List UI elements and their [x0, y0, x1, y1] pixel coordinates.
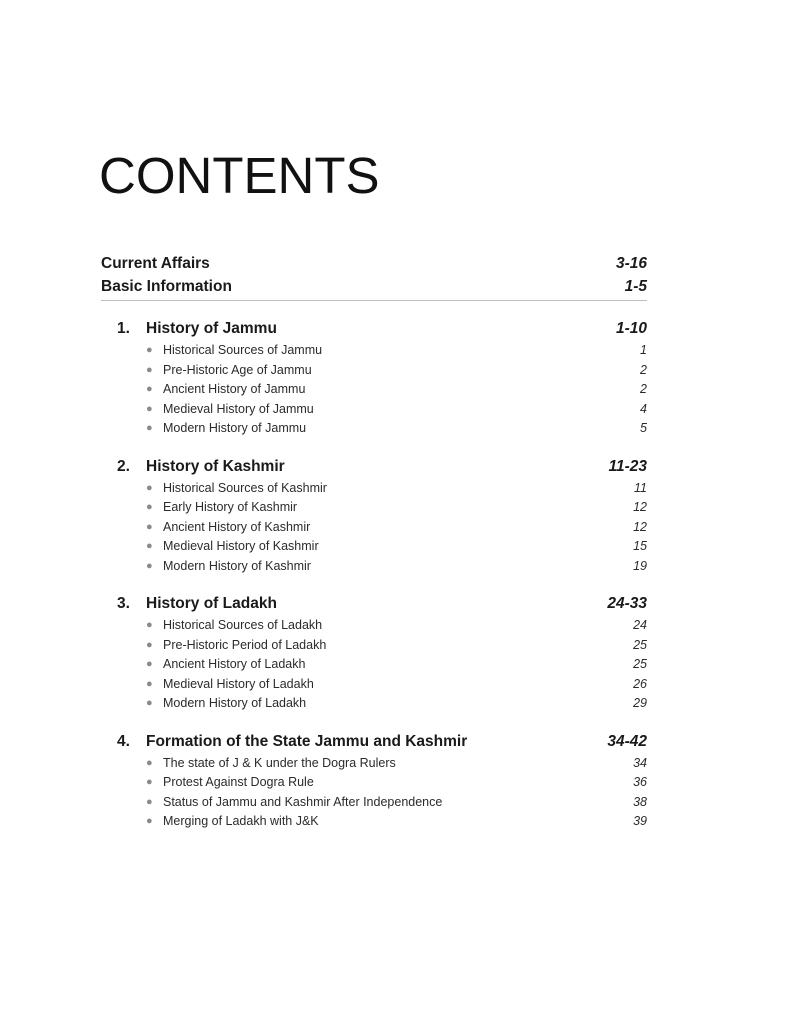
- topic-page: 25: [633, 657, 647, 671]
- chapter: [117, 733, 647, 834]
- bullet-icon: ●: [146, 402, 153, 415]
- topic-page: 26: [633, 676, 647, 691]
- topic-list: [117, 756, 647, 834]
- topic-page: 36: [633, 775, 647, 789]
- topic-title: Pre-Historic Age of Jammu: [163, 362, 312, 377]
- topic-item[interactable]: [117, 520, 647, 540]
- chapter: [117, 320, 647, 441]
- chapter-pages: 1-10: [615, 320, 647, 337]
- topic-title: Modern History of Kashmir: [163, 558, 311, 573]
- chapter-heading[interactable]: [117, 733, 647, 756]
- topic-item[interactable]: [117, 559, 647, 579]
- topic-title: Medieval History of Ladakh: [163, 676, 314, 691]
- topic-page: 25: [633, 637, 647, 652]
- topic-title: Medieval History of Kashmir: [163, 539, 319, 553]
- bullet-icon: ●: [146, 344, 153, 356]
- topic-title: Pre-Historic Period of Ladakh: [163, 637, 327, 652]
- front-matter-row[interactable]: [101, 278, 647, 301]
- chapter-heading[interactable]: [117, 595, 647, 618]
- chapter-pages: 24-33: [607, 595, 647, 612]
- bullet-icon: ●: [146, 638, 153, 651]
- front-matter-title: Basic Information: [101, 278, 232, 295]
- bullet-icon: ●: [146, 776, 153, 788]
- front-matter-pages: 1-5: [624, 278, 647, 295]
- topic-title: Medieval History of Jammu: [163, 401, 314, 416]
- topic-item[interactable]: [117, 677, 647, 697]
- topic-item[interactable]: [117, 618, 647, 638]
- chapter-pages: 11-23: [608, 457, 647, 475]
- bullet-icon: ●: [146, 540, 153, 552]
- topic-list: [117, 481, 647, 579]
- chapter-title: History of Kashmir: [146, 457, 285, 475]
- topic-item[interactable]: [117, 756, 647, 776]
- bullet-icon: ●: [146, 677, 153, 690]
- topic-title: Modern History of Ladakh: [163, 696, 307, 710]
- bullet-icon: ●: [146, 481, 153, 494]
- chapter-pages: 34-42: [607, 732, 647, 750]
- topic-page: 1: [640, 343, 647, 357]
- topic-page: 11: [634, 480, 647, 495]
- topic-title: Modern History of Jammu: [163, 421, 307, 435]
- chapter: [117, 595, 647, 716]
- topic-title: Status of Jammu and Kashmir After Independence: [163, 794, 443, 809]
- topic-title: Historical Sources of Kashmir: [163, 480, 327, 495]
- topic-title: Historical Sources of Ladakh: [163, 618, 323, 632]
- topic-item[interactable]: [117, 657, 647, 677]
- front-matter: [101, 255, 647, 301]
- topic-item[interactable]: [117, 814, 647, 834]
- front-matter-title: Current Affairs: [101, 255, 210, 272]
- topic-page: 29: [633, 696, 647, 710]
- topic-page: 12: [633, 519, 647, 534]
- topic-page: 2: [640, 362, 647, 377]
- topic-list: [117, 618, 647, 716]
- topic-page: 5: [640, 421, 647, 435]
- bullet-icon: ●: [146, 619, 153, 631]
- topic-item[interactable]: [117, 638, 647, 658]
- topic-item[interactable]: [117, 795, 647, 815]
- chapter-title: Formation of the State Jammu and Kashmir: [146, 732, 468, 750]
- chapter-number: 1.: [117, 320, 130, 337]
- topic-item[interactable]: [117, 481, 647, 501]
- topic-title: Ancient History of Kashmir: [163, 519, 311, 534]
- front-matter-pages: 3-16: [615, 255, 647, 272]
- bullet-icon: ●: [146, 756, 153, 769]
- topic-title: Ancient History of Ladakh: [163, 657, 306, 671]
- bullet-icon: ●: [146, 383, 153, 395]
- topic-title: Protest Against Dogra Rule: [163, 775, 314, 789]
- chapter-heading[interactable]: [117, 458, 647, 481]
- topic-page: 4: [640, 401, 647, 416]
- bullet-icon: ●: [146, 795, 153, 808]
- topic-item[interactable]: [117, 343, 647, 363]
- topic-title: Early History of Kashmir: [163, 500, 298, 514]
- topic-title: The state of J & K under the Dogra Rulers: [163, 755, 396, 770]
- chapter-number: 2.: [117, 457, 130, 475]
- bullet-icon: ●: [146, 501, 153, 513]
- topic-page: 38: [633, 794, 647, 809]
- chapter-number: 4.: [117, 732, 130, 750]
- bullet-icon: ●: [146, 658, 153, 670]
- bullet-icon: ●: [146, 422, 153, 434]
- bullet-icon: ●: [146, 815, 153, 827]
- topic-page: 39: [633, 814, 647, 828]
- topic-item[interactable]: [117, 775, 647, 795]
- topic-item[interactable]: [117, 696, 647, 716]
- topic-page: 34: [633, 755, 647, 770]
- topic-page: 19: [633, 558, 647, 573]
- bullet-icon: ●: [146, 520, 153, 533]
- chapter-list: [117, 320, 647, 851]
- chapter-heading[interactable]: [117, 320, 647, 343]
- topic-page: 12: [633, 500, 647, 514]
- topic-page: 24: [633, 618, 647, 632]
- page-title: CONTENTS: [99, 147, 380, 204]
- topic-item[interactable]: [117, 539, 647, 559]
- topic-title: Ancient History of Jammu: [163, 382, 306, 396]
- topic-item[interactable]: [117, 363, 647, 383]
- topic-item[interactable]: [117, 500, 647, 520]
- bullet-icon: ●: [146, 363, 153, 376]
- chapter-title: History of Jammu: [146, 320, 277, 337]
- chapter: [117, 458, 647, 579]
- topic-title: Historical Sources of Jammu: [163, 343, 323, 357]
- bullet-icon: ●: [146, 559, 153, 572]
- topic-title: Merging of Ladakh with J&K: [163, 814, 319, 828]
- bullet-icon: ●: [146, 697, 153, 709]
- chapter-number: 3.: [117, 595, 130, 612]
- topic-page: 15: [633, 539, 647, 553]
- topic-item[interactable]: [117, 421, 647, 441]
- front-matter-row[interactable]: [101, 255, 647, 278]
- topic-list: [117, 343, 647, 441]
- divider: [101, 300, 647, 301]
- topic-page: 2: [640, 382, 647, 396]
- chapter-title: History of Ladakh: [146, 595, 277, 612]
- topic-item[interactable]: [117, 402, 647, 422]
- topic-item[interactable]: [117, 382, 647, 402]
